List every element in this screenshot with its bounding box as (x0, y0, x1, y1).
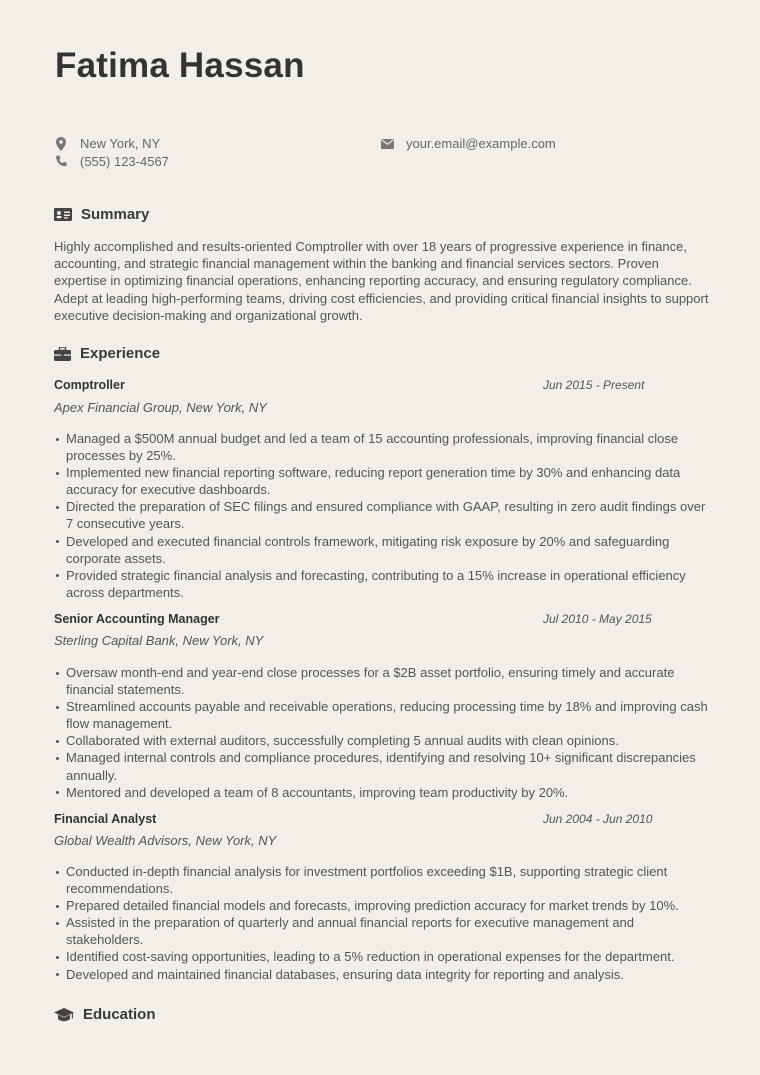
list-item: Mentored and developed a team of 8 accountants, improving team productivity by 20%. (54, 784, 709, 801)
phone-text: (555) 123-4567 (80, 154, 169, 169)
list-item: Provided strategic financial analysis and forecasting, contributing to a 15% increase in operational efficiency across departments. (54, 567, 709, 601)
list-item: Conducted in-depth financial analysis for investment portfolios exceeding $1B, supporting strategic client recommendations. (54, 863, 709, 897)
list-item: Prepared detailed financial models and forecasts, improving prediction accuracy for market trends by 10%. (54, 897, 709, 914)
summary-heading (54, 206, 149, 223)
contact-email (380, 136, 556, 151)
job-title: Senior Accounting Manager (54, 612, 220, 626)
phone-icon (54, 155, 68, 168)
summary-heading-text: Summary (81, 206, 150, 223)
job-bullets (54, 863, 709, 983)
list-item: Streamlined accounts payable and receivable operations, reducing processing time by 18% and improving cash flow management. (54, 698, 709, 732)
job-dates: Jul 2010 - May 2015 (543, 612, 652, 626)
list-item: Developed and maintained financial databases, ensuring data integrity for reporting and analysis. (54, 966, 709, 983)
graduation-cap-icon (54, 1008, 74, 1022)
list-item: Developed and executed financial controls framework, mitigating risk exposure by 20% and safeguarding corporate assets. (54, 533, 709, 567)
job-bullets (54, 664, 709, 801)
job-company: Apex Financial Group, New York, NY (54, 400, 267, 415)
education-heading (54, 1006, 156, 1023)
job-title: Financial Analyst (54, 812, 157, 826)
list-item: Assisted in the preparation of quarterly and annual financial reports for executive management and stakeholders. (54, 914, 709, 948)
id-card-icon (54, 208, 72, 221)
location-text: New York, NY (80, 136, 161, 151)
list-item: Directed the preparation of SEC filings and ensured compliance with GAAP, resulting in zero audit findings over 7 consecutive years. (54, 498, 709, 532)
job-bullets (54, 430, 709, 601)
briefcase-icon (54, 347, 71, 361)
list-item: Managed a $500M annual budget and led a team of 15 accounting professionals, improving financial close processes by 25%. (54, 430, 709, 464)
job-title: Comptroller (54, 378, 125, 392)
list-item: Managed internal controls and compliance procedures, identifying and resolving 10+ significant discrepancies annually. (54, 749, 709, 783)
job-company: Sterling Capital Bank, New York, NY (54, 633, 264, 648)
job-dates: Jun 2015 - Present (543, 378, 645, 392)
map-pin-icon (54, 137, 68, 151)
candidate-name: Fatima Hassan (55, 46, 305, 85)
list-item: Identified cost-saving opportunities, leading to a 5% reduction in operational expenses for the department. (54, 948, 709, 965)
list-item: Implemented new financial reporting software, reducing report generation time by 30% and enhancing data accuracy for executive dashboards. (54, 464, 709, 498)
contact-phone (54, 154, 169, 169)
summary-text: Highly accomplished and results-oriented Comptroller with over 18 years of progressive experience in finance, accounting, and strategic financial management within the banking and financial services sectors. Proven expertise in optimizing financial operations, enhancing reporting accuracy, and ensuring regulatory compliance. Adept at leading high-performing teams, driving cost efficiencies, and providing critical financial insights to support executive decision-making and organizational growth. (54, 239, 709, 323)
job-company: Global Wealth Advisors, New York, NY (54, 833, 277, 848)
list-item: Oversaw month-end and year-end close processes for a $2B asset portfolio, ensuring timely and accurate financial statements. (54, 664, 709, 698)
education-heading-text: Education (83, 1006, 156, 1023)
contact-location (54, 136, 160, 151)
experience-heading-text: Experience (80, 345, 161, 362)
envelope-icon (380, 139, 394, 149)
list-item: Collaborated with external auditors, successfully completing 5 annual audits with clean opinions. (54, 732, 709, 749)
job-dates: Jun 2004 - Jun 2010 (543, 812, 653, 826)
email-text[interactable]: your.email@example.com (406, 136, 556, 151)
experience-heading (54, 345, 160, 362)
